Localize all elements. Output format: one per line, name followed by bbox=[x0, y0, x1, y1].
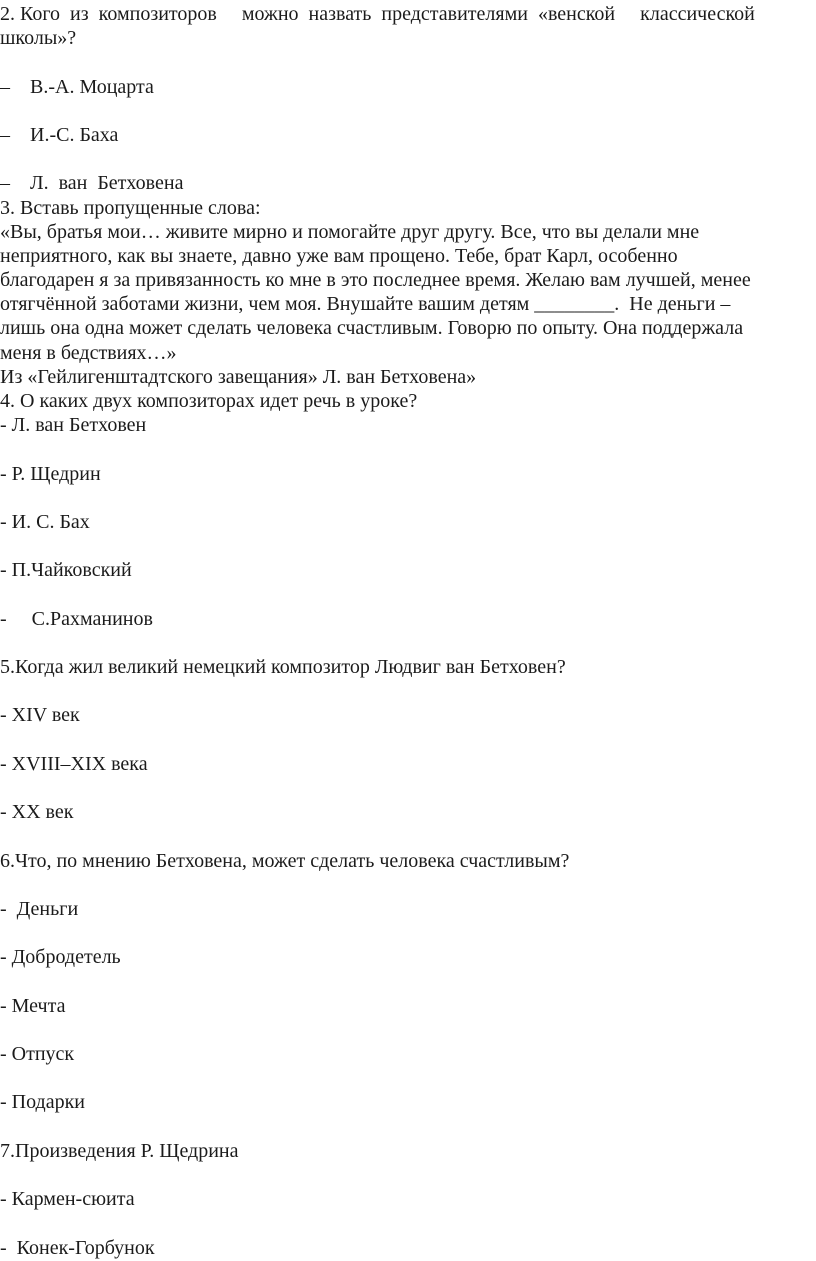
blank-line bbox=[0, 534, 816, 558]
question-4-option-shchedrin: - Р. Щедрин bbox=[0, 462, 101, 485]
question-7-option-carmen-suite: - Кармен-сюита bbox=[0, 1188, 135, 1211]
question-2-title-line-2: школы»? bbox=[0, 27, 77, 50]
blank-line bbox=[0, 486, 816, 510]
question-5-option-18-19th-centuries: - XVIII–XIX века bbox=[0, 752, 148, 775]
question-2-option-mozart: – В.-А. Моцарта bbox=[0, 75, 154, 98]
question-4-title: 4. О каких двух композиторах идет речь в уроке? bbox=[0, 390, 418, 412]
question-3-title: 3. Вставь пропущенные слова: bbox=[0, 196, 261, 219]
question-5-title: 5.Когда жил великий немецкий композитор Людвиг ван Бетховен? bbox=[0, 656, 566, 679]
question-6-option-virtue: - Добродетель bbox=[0, 946, 121, 969]
question-6-title: 6.Что, по мнению Бетховена, может сделать человека счастливым? bbox=[0, 849, 570, 872]
blank-line bbox=[0, 1211, 816, 1235]
blank-line bbox=[0, 824, 816, 848]
question-3-attribution: Из «Гейлигенштадтского завещания» Л. ван Бетховена» bbox=[0, 365, 477, 388]
blank-line bbox=[0, 679, 816, 703]
blank-line bbox=[0, 437, 816, 461]
blank-line bbox=[0, 873, 816, 897]
question-3-quote-line-5: лишь она одна может сделать человека счастливым. Говорю по опыту. Она поддержала bbox=[0, 317, 744, 340]
blank-line bbox=[0, 147, 816, 171]
blank-line bbox=[0, 99, 816, 123]
question-4-option-beethoven: - Л. ван Бетховен bbox=[0, 414, 147, 437]
question-6-option-gifts: - Подарки bbox=[0, 1091, 85, 1114]
question-7-title: 7.Произведения Р. Щедрина bbox=[0, 1139, 239, 1162]
question-2-title-line-1: 2. Кого из композиторов можно назвать представителями «венской классической bbox=[0, 3, 755, 25]
question-3-quote-line-6: меня в бедствиях…» bbox=[0, 341, 177, 364]
blank-line bbox=[0, 921, 816, 945]
blank-line bbox=[0, 50, 816, 74]
blank-line bbox=[0, 728, 816, 752]
question-5-option-14th-century: - XIV век bbox=[0, 704, 80, 727]
question-5-option-20th-century: - XX век bbox=[0, 801, 74, 824]
question-2-option-beethoven: – Л. ван Бетховена bbox=[0, 172, 184, 195]
question-4-option-bach: - И. С. Бах bbox=[0, 510, 90, 533]
question-4-option-rachmaninov: - С.Рахманинов bbox=[0, 607, 153, 630]
blank-line bbox=[0, 583, 816, 607]
question-3-quote-line-1: «Вы, братья мои… живите мирно и помогайте друг другу. Все, что вы делали мне bbox=[0, 220, 700, 243]
blank-line bbox=[0, 1115, 816, 1139]
question-3-quote-line-2: неприятного, как вы знаете, давно уже вам прощено. Тебе, брат Карл, особенно bbox=[0, 244, 678, 267]
question-7-option-humpbacked-horse: - Конек-Горбунок bbox=[0, 1236, 155, 1259]
question-6-option-dream: - Мечта bbox=[0, 994, 66, 1017]
blank-line bbox=[0, 1163, 816, 1187]
blank-line bbox=[0, 776, 816, 800]
document-body bbox=[0, 2, 816, 1260]
question-3-quote-line-3: благодарен я за привязанность ко мне в это последнее время. Желаю вам лучшей, менее bbox=[0, 269, 751, 292]
blank-line bbox=[0, 1018, 816, 1042]
question-6-option-money: - Деньги bbox=[0, 897, 79, 920]
question-4-option-tchaikovsky: - П.Чайковский bbox=[0, 559, 132, 582]
blank-line bbox=[0, 970, 816, 994]
blank-line bbox=[0, 1066, 816, 1090]
question-3-quote-line-4: отягчённой заботами жизни, чем моя. Внушайте вашим детям ________. Не деньги – bbox=[0, 293, 731, 316]
blank-line bbox=[0, 631, 816, 655]
question-2-option-bach: – И.-С. Баха bbox=[0, 123, 119, 146]
question-6-option-vacation: - Отпуск bbox=[0, 1043, 75, 1066]
